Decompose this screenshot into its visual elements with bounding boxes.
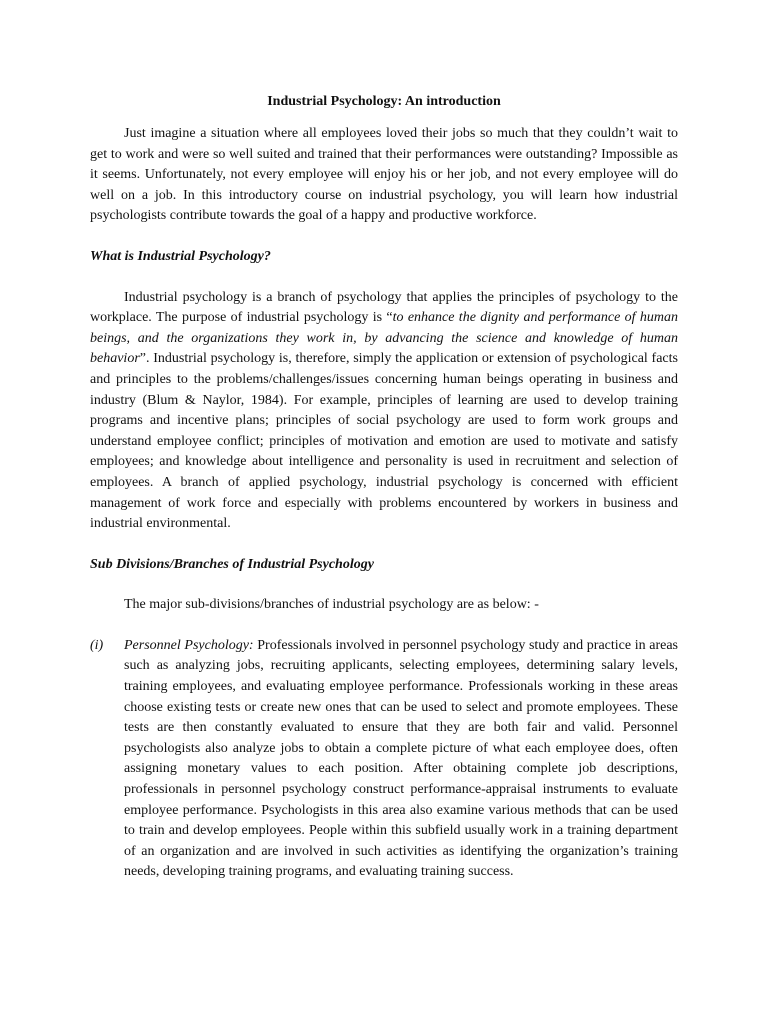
document-page: [90, 92, 678, 883]
list-item-number: (i): [90, 637, 104, 653]
definition-text-end: ”. Industrial psychology is, therefore, simply the application or extension of psychological facts and principles to the problems/challenges/issues concerning human beings operating in business and industry (Blum & Naylor, 1984). For example, principles of learning are used to develop training programs and incentive plans; principles of social psychology are used to form work groups and understand employee conflict; principles of motivation and emotion are used to motivate and satisfy employees; and knowledge about intelligence and personality is used in recruitment and selection of employees. A branch of applied psychology, industrial psychology is concerned with efficient management of work force and especially with problems encountered by workers in business and industrial environmental.: [90, 351, 678, 532]
list-item-text: Professionals involved in personnel psychology study and practice in areas such as analyzing jobs, recruiting applicants, selecting employees, determining salary levels, training employees, and evaluating employee performance. Professionals working in these areas choose existing tests or create new ones that can be used to select and promote employees. These tests are then constantly evaluated to ensure that they are both fair and valid. Personnel psychologists also analyze jobs to obtain a complete picture of what each employee does, often assigning monetary values to each position. After obtaining complete job descriptions, professionals in personnel psychology construct performance-appraisal instruments to evaluate employee performance. Psychologists in this area also examine various methods that can be used to train and develop employees. People within this subfield usually work in a training department of an organization and are involved in such activities as identifying the organization’s training needs, developing training programs, and evaluating training success.: [124, 637, 679, 880]
section-heading-subdivisions: Sub Divisions/Branches of Industrial Psychology: [90, 556, 374, 572]
spacer: [90, 575, 678, 595]
document-title: Industrial Psychology: An introduction: [267, 94, 501, 109]
definition-paragraph: [90, 288, 678, 535]
list-item-body: [124, 636, 678, 883]
section-heading-what-is: What is Industrial Psychology?: [90, 248, 271, 264]
spacer: [90, 227, 678, 247]
spacer: [90, 268, 678, 288]
definition-text-start: Industrial psychology is a branch of psychology that applies the principles of psychology to the workplace. The purpose of industrial psychology is “: [90, 289, 678, 326]
spacer: [90, 616, 678, 636]
intro-paragraph: Just imagine a situation where all employees loved their jobs so much that they couldn’t wait to get to work and were so well suited and trained that their performances were outstanding? Impossible as it seems. Unfortunately, not every employee will enjoy his or her job, and not every employee will do well on a job. In this introductory course on industrial psychology, you will learn how industrial psychologists contribute towards the goal of a happy and productive workforce.: [90, 126, 678, 224]
spacer: [90, 535, 678, 555]
subdivisions-intro: The major sub-divisions/branches of industrial psychology are as below: -: [124, 597, 539, 613]
list-item-term: Personnel Psychology:: [124, 637, 254, 653]
list-item: [90, 636, 678, 883]
definition-quote: to enhance the dignity and performance of human beings, and the organizations they work in, by advancing the science and knowledge of human behavior: [90, 310, 678, 367]
